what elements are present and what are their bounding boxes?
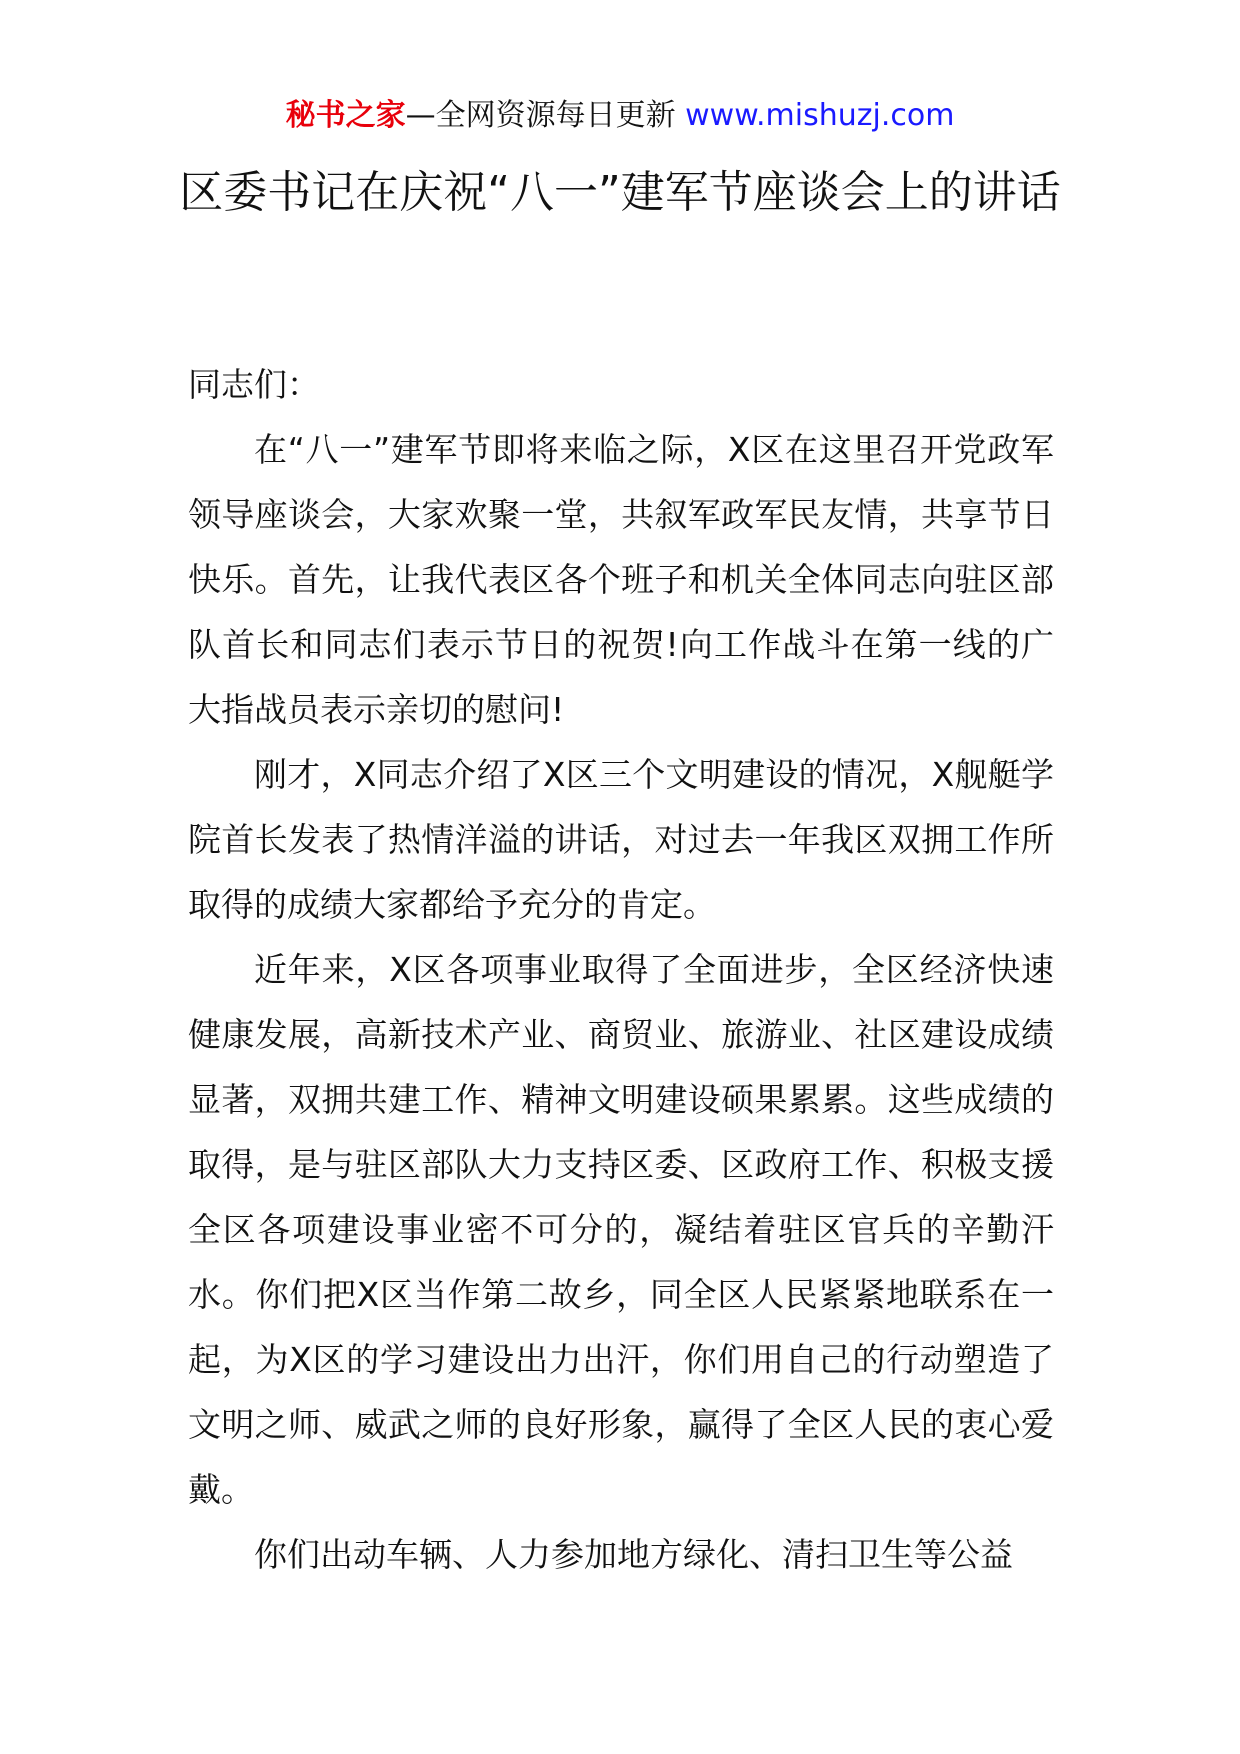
paragraph: 你们出动车辆、人力参加地方绿化、清扫卫生等公益 bbox=[254, 1535, 1013, 1574]
site-url-link[interactable]: www.mishuzj.com bbox=[685, 98, 955, 133]
brand-name: 秘书之家 bbox=[285, 98, 406, 133]
paragraph: 刚才，X同志介绍了X区三个文明建设的情况，X舰艇学院首长发表了热情洋溢的讲话，对过去一年我区双拥工作所取得的成绩大家都给予充分的肯定。 bbox=[188, 755, 1054, 924]
paragraph: 在“八一”建军节即将来临之际，X区在这里召开党政军领导座谈会，大家欢聚一堂，共叙军政军民友情，共享节日快乐。首先，让我代表区各个班子和机关全体同志向驻区部队首长和同志们表示节日的祝贺!向工作战斗在第一线的广大指战员表示亲切的慰问! bbox=[188, 430, 1054, 729]
header-tagline: —全网资源每日更新 bbox=[405, 98, 676, 133]
salutation: 同志们： bbox=[188, 365, 320, 404]
site-header bbox=[0, 96, 1240, 136]
document-title: 区委书记在庆祝“八一”建军节座谈会上的讲话 bbox=[179, 167, 1061, 218]
paragraph: 近年来，X区各项事业取得了全面进步，全区经济快速健康发展，高新技术产业、商贸业、旅游业、社区建设成绩显著，双拥共建工作、精神文明建设硕果累累。这些成绩的取得，是与驻区部队大力支持区委、区政府工作、积极支援全区各项建设事业密不可分的，凝结着驻区官兵的辛勤汗水。你们把X区当作第二故乡，同全区人民紧紧地联系在一起，为X区的学习建设出力出汗，你们用自己的行动塑造了文明之师、威武之师的良好形象，赢得了全区人民的衷心爱戴。 bbox=[188, 950, 1054, 1509]
document-body bbox=[188, 352, 1054, 1587]
